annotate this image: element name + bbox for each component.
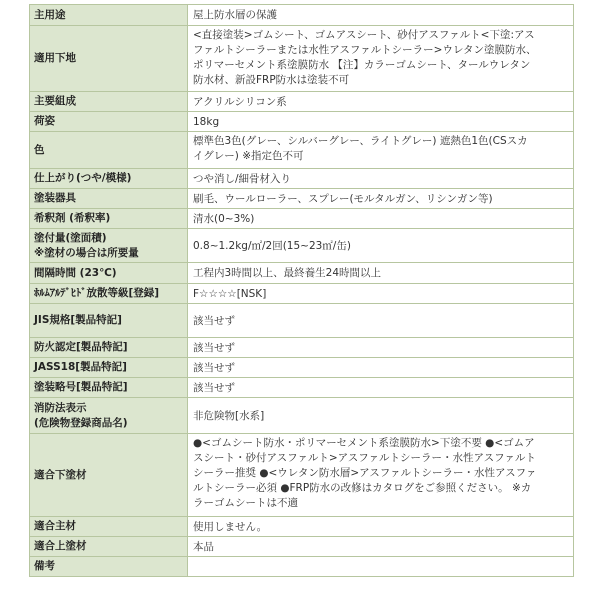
spec-row bbox=[30, 209, 574, 229]
spec-label bbox=[30, 378, 188, 398]
spec-table bbox=[29, 4, 574, 577]
spec-label-line: 塗付量(塗面積) bbox=[34, 231, 107, 244]
spec-label bbox=[30, 537, 188, 557]
spec-value bbox=[188, 284, 574, 304]
spec-value-line: シーラー推奨 ●<ウレタン防水層>アスファルトシーラー・水性アスファ bbox=[193, 467, 537, 479]
spec-row bbox=[30, 132, 574, 169]
spec-value-line: 該当せず bbox=[193, 381, 235, 394]
spec-value bbox=[188, 557, 574, 577]
spec-label bbox=[30, 229, 188, 263]
spec-label-line: 主用途 bbox=[34, 8, 66, 21]
spec-row bbox=[30, 92, 574, 112]
spec-value-line: 防水材、新設FRP防水は塗装不可 bbox=[193, 74, 350, 86]
spec-value-line: 該当せず bbox=[193, 314, 235, 327]
spec-label bbox=[30, 132, 188, 169]
spec-value-line: つや消し/細骨材入り bbox=[193, 172, 292, 185]
spec-label-line: 荷姿 bbox=[34, 115, 55, 127]
spec-value-line: 使用しません。 bbox=[193, 520, 268, 533]
spec-table-body bbox=[30, 5, 574, 577]
spec-label bbox=[30, 189, 188, 209]
spec-value bbox=[188, 537, 574, 557]
spec-label-line: 希釈剤 (希釈率) bbox=[34, 212, 111, 224]
spec-value bbox=[188, 358, 574, 378]
spec-value bbox=[188, 263, 574, 284]
spec-value bbox=[188, 169, 574, 189]
spec-value-line: F☆☆☆☆[NSK] bbox=[193, 287, 267, 300]
spec-value-line: 該当せず bbox=[193, 341, 235, 354]
spec-label-line: ※塗材の場合は所要量 bbox=[34, 246, 139, 259]
spec-row bbox=[30, 26, 574, 92]
spec-label bbox=[30, 358, 188, 378]
spec-value-line: 工程内3時間以上、最終養生24時間以上 bbox=[193, 267, 382, 279]
spec-label-line: 塗装略号[製品特記] bbox=[34, 381, 128, 393]
spec-label-line: JIS規格[製品特記] bbox=[34, 314, 122, 326]
spec-label-line: ﾎﾙﾑｱﾙﾃﾞﾋﾄﾞ放散等級[登録] bbox=[34, 287, 160, 299]
spec-label bbox=[30, 26, 188, 92]
spec-value bbox=[188, 209, 574, 229]
spec-value bbox=[188, 92, 574, 112]
spec-label-line: 適用下地 bbox=[34, 52, 76, 64]
spec-label-line: 防火認定[製品特記] bbox=[34, 341, 128, 353]
spec-row bbox=[30, 284, 574, 304]
spec-label bbox=[30, 112, 188, 132]
spec-label-line: 主要組成 bbox=[34, 95, 76, 107]
spec-value-line: 刷毛、ウールローラー、スプレー(モルタルガン、リシンガン等) bbox=[193, 192, 493, 205]
spec-label bbox=[30, 263, 188, 284]
spec-row bbox=[30, 304, 574, 338]
spec-value-line: アクリルシリコン系 bbox=[193, 95, 287, 108]
spec-value-line: ファルトシーラーまたは水性アスファルトシーラー>ウレタン塗膜防水、 bbox=[193, 44, 537, 56]
spec-label-line: JASS18[製品特記] bbox=[34, 361, 127, 373]
spec-value bbox=[188, 378, 574, 398]
spec-label-line: 色 bbox=[34, 143, 45, 156]
spec-value bbox=[188, 229, 574, 263]
spec-row bbox=[30, 338, 574, 358]
spec-row bbox=[30, 557, 574, 577]
spec-value bbox=[188, 112, 574, 132]
spec-label-line: 塗装器具 bbox=[34, 192, 76, 204]
spec-value-line: ●<ゴムシート防水・ポリマーセメント系塗膜防水>下塗不要 ●<ゴムア bbox=[193, 437, 535, 449]
spec-label-line: 適合上塗材 bbox=[34, 540, 87, 552]
spec-value bbox=[188, 434, 574, 517]
spec-value bbox=[188, 26, 574, 92]
spec-row bbox=[30, 112, 574, 132]
spec-value bbox=[188, 338, 574, 358]
spec-label-line: 備考 bbox=[34, 560, 55, 572]
spec-label-line: (危険物登録商品名) bbox=[34, 416, 128, 429]
spec-value-line: ポリマーセメント系塗膜防水 【注】カラーゴムシート、タールウレタン bbox=[193, 59, 531, 71]
spec-label-line: 消防法表示 bbox=[34, 401, 87, 414]
spec-row bbox=[30, 378, 574, 398]
spec-value bbox=[188, 304, 574, 338]
spec-row bbox=[30, 5, 574, 26]
spec-row bbox=[30, 189, 574, 209]
spec-row bbox=[30, 537, 574, 557]
spec-value-line: 18kg bbox=[193, 115, 220, 128]
spec-value bbox=[188, 398, 574, 434]
spec-value-line: 清水(0~3%) bbox=[193, 212, 255, 225]
spec-value-line: <直接塗装>ゴムシート、ゴムアスシート、砂付アスファルト<下塗:アス bbox=[193, 29, 535, 41]
spec-label bbox=[30, 5, 188, 26]
spec-label bbox=[30, 398, 188, 434]
spec-value-line: ラーゴムシートは不適 bbox=[193, 497, 298, 509]
spec-value-line: 0.8~1.2kg/㎡/2回(15~23㎡/缶) bbox=[193, 239, 351, 252]
spec-value-line: 屋上防水層の保護 bbox=[193, 9, 277, 21]
spec-value bbox=[188, 189, 574, 209]
spec-row bbox=[30, 229, 574, 263]
spec-label bbox=[30, 338, 188, 358]
spec-label-line: 適合下塗材 bbox=[34, 468, 87, 481]
spec-row bbox=[30, 358, 574, 378]
spec-label bbox=[30, 209, 188, 229]
spec-label bbox=[30, 304, 188, 338]
spec-label bbox=[30, 92, 188, 112]
spec-value-line: 標準色3色(グレー、シルバーグレー、ライトグレー) 遮熱色1色(CSスカ bbox=[193, 135, 528, 147]
spec-value-line: スシート・砂付アスファルト>アスファルトシーラー・水性アスファルト bbox=[193, 452, 536, 464]
spec-label bbox=[30, 284, 188, 304]
spec-value bbox=[188, 517, 574, 537]
spec-label-line: 仕上がり(つや/模様) bbox=[34, 172, 132, 184]
spec-label-line: 適合主材 bbox=[34, 520, 76, 532]
spec-value-line: イグレー) ※指定色不可 bbox=[193, 150, 304, 162]
spec-value-line: ルトシーラー必須 ●FRP防水の改修はカタログをご参照ください。 ※カ bbox=[193, 482, 532, 494]
spec-value bbox=[188, 132, 574, 169]
spec-label bbox=[30, 434, 188, 517]
spec-label bbox=[30, 517, 188, 537]
spec-value-line: 本品 bbox=[193, 540, 214, 553]
spec-value-line: 非危険物[水系] bbox=[193, 409, 265, 422]
spec-row bbox=[30, 398, 574, 434]
spec-row bbox=[30, 169, 574, 189]
spec-row bbox=[30, 263, 574, 284]
spec-value-line: 該当せず bbox=[193, 361, 235, 374]
spec-label bbox=[30, 169, 188, 189]
spec-value bbox=[188, 5, 574, 26]
spec-label bbox=[30, 557, 188, 577]
spec-row bbox=[30, 517, 574, 537]
spec-row bbox=[30, 434, 574, 517]
spec-label-line: 間隔時間 (23℃) bbox=[34, 266, 117, 279]
